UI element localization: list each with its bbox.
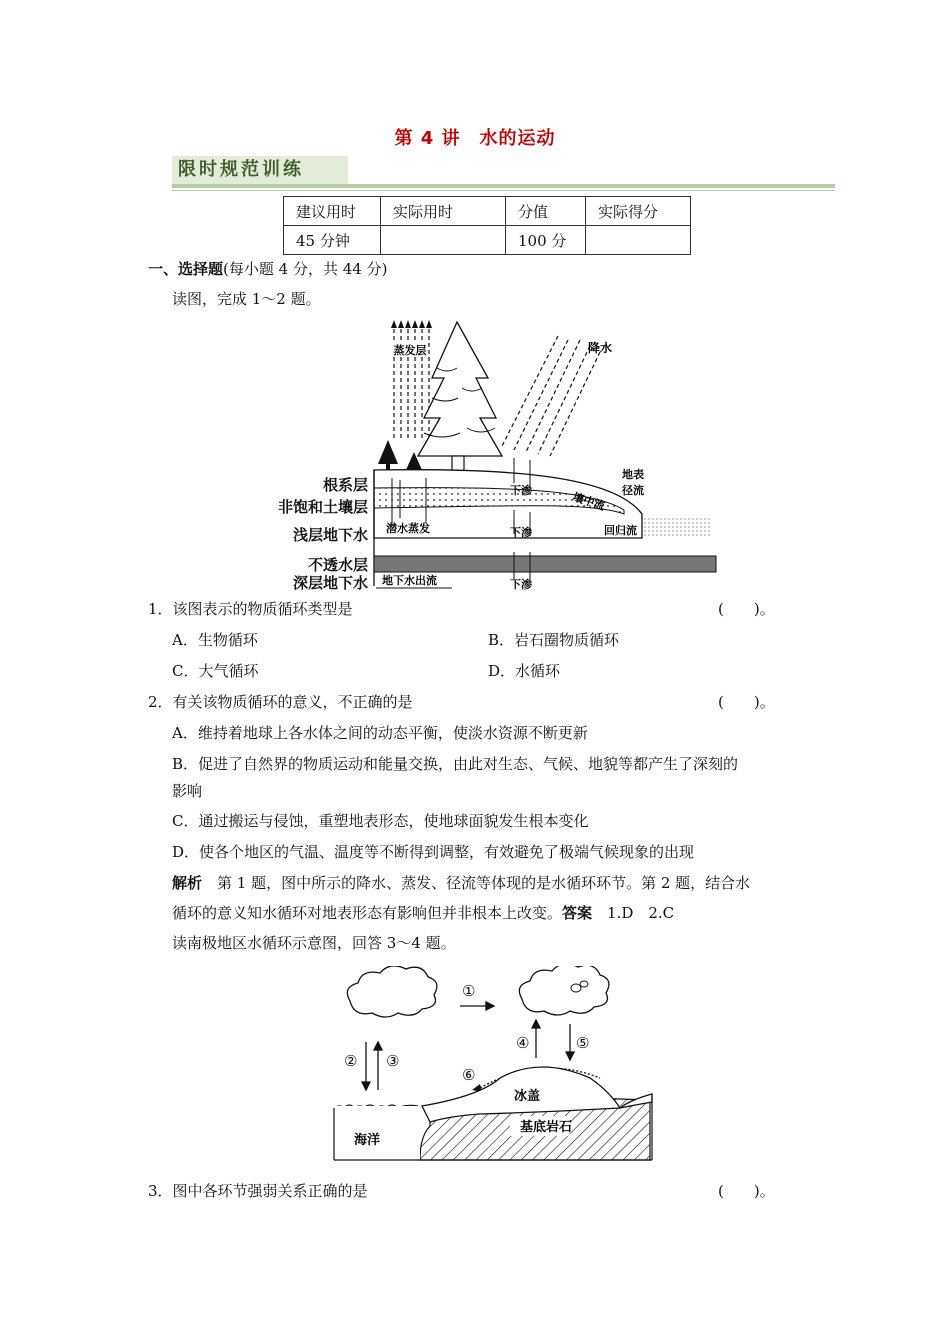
- table-header-cell: 建议用时: [284, 197, 381, 226]
- label-infiltration-1: 下渗: [510, 484, 532, 497]
- label-groundwater-outflow: 地下水出流: [382, 574, 437, 587]
- label-root-layer: 根系层: [322, 476, 368, 494]
- analysis-line-2: 循环的意义知水循环对地表形态有影响但并非根本上改变。答案 1.D 2.C: [172, 904, 675, 922]
- table-row: [284, 226, 691, 255]
- label-circle-5: ⑤: [576, 1034, 590, 1052]
- label-evaporation-layer: 蒸发层: [393, 344, 427, 357]
- cloud-icon: [347, 966, 437, 1017]
- time-score-table: [283, 196, 691, 255]
- antarctic-water-cycle-diagram: [330, 966, 660, 1166]
- label-ice-cap: 冰盖: [514, 1089, 541, 1104]
- section-heading: 一、选择题(每小题 4 分，共 44 分): [148, 260, 388, 278]
- label-circle-3: ③: [386, 1052, 400, 1070]
- rain-arrows: [502, 336, 600, 456]
- q1-option-b: B．岩石圈物质循环: [488, 631, 620, 649]
- q1-option-c: C．大气循环: [172, 662, 259, 680]
- label-infiltration-3: 下渗: [510, 578, 532, 591]
- label-shallow-groundwater: 浅层地下水: [292, 526, 368, 544]
- label-return-flow: 回归流: [604, 524, 637, 537]
- q3-paren: ( )。: [718, 1182, 775, 1200]
- table-header-cell: 实际用时: [381, 197, 506, 226]
- table-header-row: [284, 197, 691, 226]
- label-impermeable-layer: 不透水层: [307, 556, 368, 574]
- label-circle-6: ⑥: [462, 1066, 476, 1084]
- banner-rule: [172, 184, 835, 188]
- q2-paren: ( )。: [718, 693, 775, 711]
- q2-option-c: C．通过搬运与侵蚀，重塑地表形态，使地球面貌发生根本变化: [172, 812, 589, 830]
- q2-option-a: A．维持着地球上各水体之间的动态平衡，使淡水资源不断更新: [172, 724, 588, 742]
- table-cell: [586, 226, 691, 255]
- q2-option-b: B．促进了自然界的物质运动和能量交换，由此对生态、气候、地貌等都产生了深刻的: [172, 755, 739, 773]
- table-cell: 45 分钟: [284, 226, 381, 255]
- q2-option-d: D．使各个地区的气温、温度等不断得到调整，有效避免了极端气候现象的出现: [172, 843, 695, 861]
- banner-rule-thin: [172, 190, 835, 191]
- label-circle-4: ④: [516, 1034, 530, 1052]
- label-infiltration-2: 下渗: [510, 526, 532, 539]
- table-cell: 100 分: [506, 226, 586, 255]
- small-tree-icon: [378, 440, 422, 470]
- label-ocean: 海洋: [354, 1133, 381, 1148]
- label-deep-groundwater: 深层地下水: [292, 574, 368, 592]
- q2-option-b-cont: 影响: [172, 782, 203, 800]
- q1-option-a: A．生物循环: [172, 631, 258, 649]
- table-header-cell: 实际得分: [586, 197, 691, 226]
- label-circle-2: ②: [344, 1052, 358, 1070]
- table-cell: [381, 226, 506, 255]
- analysis-line-1: 解析 第 1 题，图中所示的降水、蒸发、径流等体现的是水循环环节。第 2 题，结合水: [172, 874, 751, 892]
- q1-paren: ( )。: [718, 600, 775, 618]
- cloud-icon: [519, 966, 609, 1015]
- label-surface-2: 径流: [622, 484, 644, 497]
- label-phreatic-evaporation: 潜水蒸发: [386, 522, 430, 535]
- q3-stem: 3．图中各环节强弱关系正确的是: [148, 1182, 368, 1200]
- q1-stem: 1．该图表示的物质循环类型是: [148, 600, 353, 618]
- tree-icon: [418, 322, 502, 490]
- label-surface-1: 地表: [622, 468, 644, 481]
- table-header-cell: 分值: [506, 197, 586, 226]
- label-interflow: 壤中流: [571, 490, 607, 514]
- section-banner: 限时规范训练: [172, 156, 348, 184]
- page-title: 第 4 讲 水的运动: [394, 128, 556, 149]
- intro-text-2: 读南极地区水循环示意图，回答 3～4 题。: [172, 934, 456, 952]
- intro-text: 读图，完成 1～2 题。: [172, 290, 321, 308]
- q2-stem: 2．有关该物质循环的意义，不正确的是: [148, 693, 413, 711]
- label-bedrock: 基底岩石: [520, 1120, 573, 1135]
- water-cycle-diagram: [252, 318, 722, 594]
- label-unsaturated-soil: 非饱和土壤层: [277, 498, 368, 516]
- impermeable-layer: [374, 556, 716, 572]
- label-circle-1: ①: [462, 982, 476, 1000]
- label-precipitation: 降水: [588, 341, 613, 355]
- q1-option-d: D．水循环: [488, 662, 561, 680]
